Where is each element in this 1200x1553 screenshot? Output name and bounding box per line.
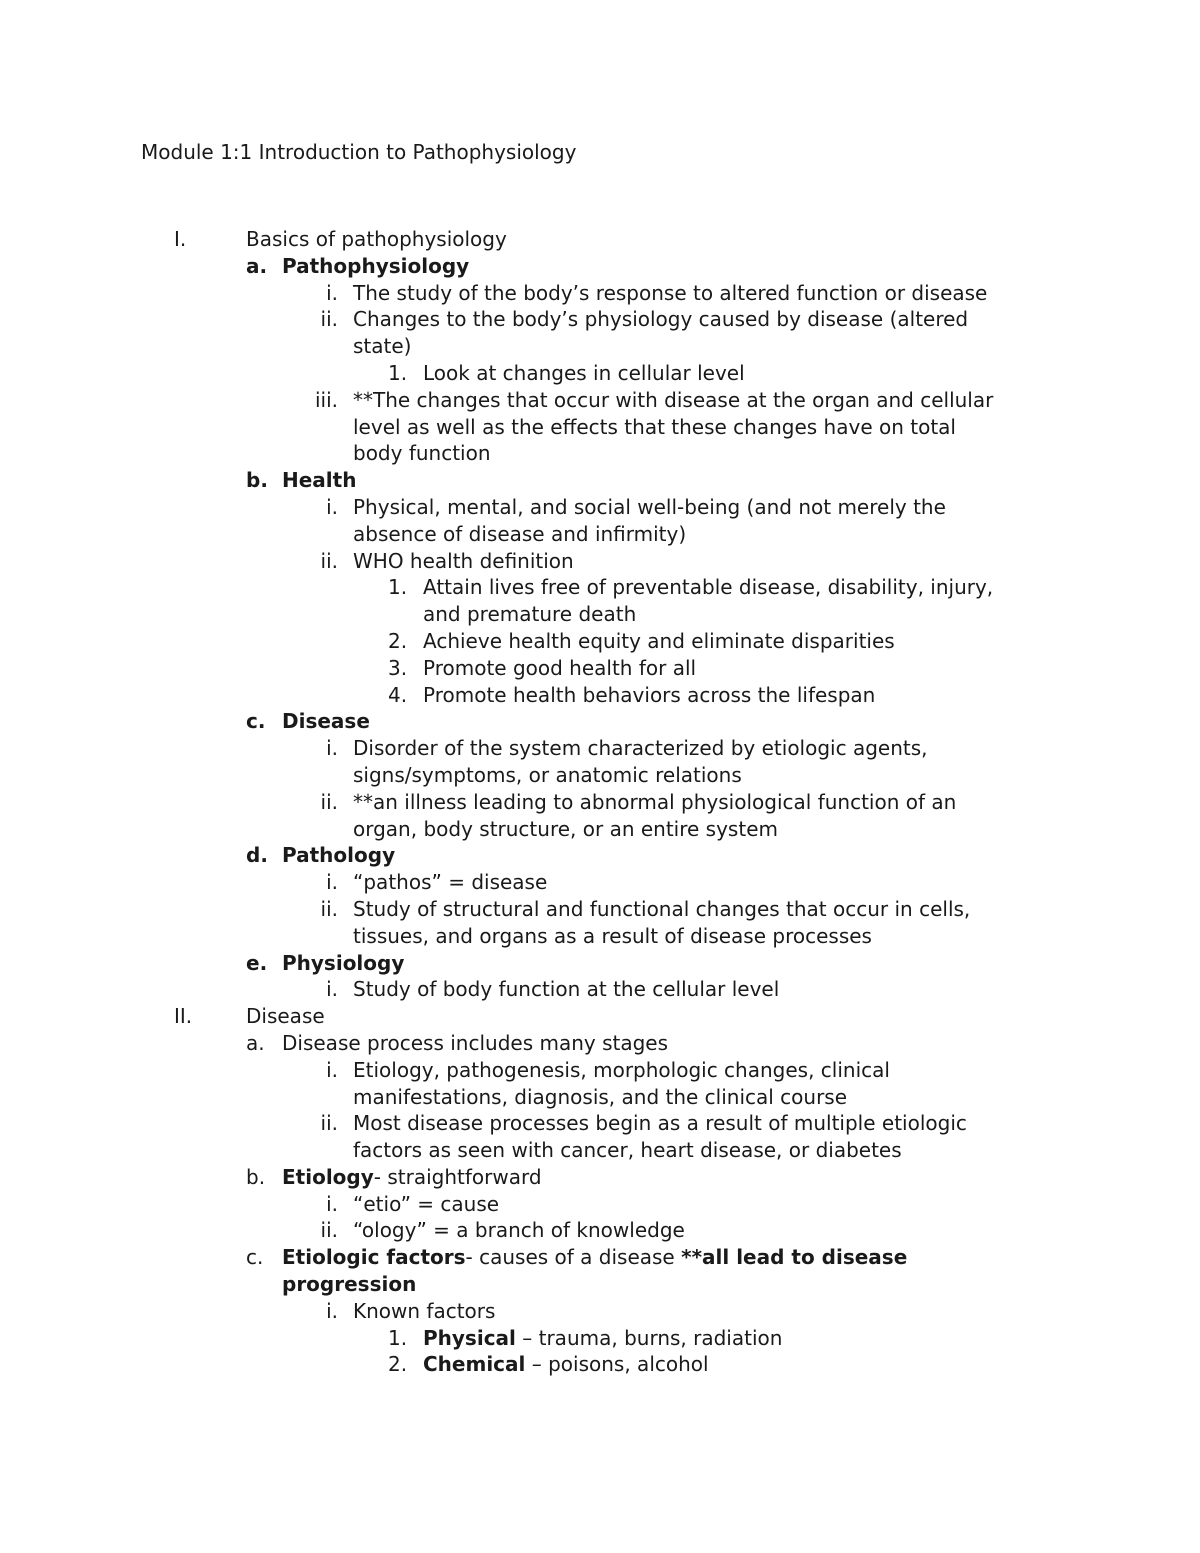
section-label: I. xyxy=(174,227,187,251)
subitem-text: “etio” = cause xyxy=(353,1191,500,1216)
subitem-label: i. xyxy=(326,280,338,305)
item-label: a. xyxy=(246,1030,265,1055)
subitem-text: **an illness leading to abnormal physiological function of an xyxy=(353,789,957,814)
numbered-term: Physical xyxy=(423,1325,516,1350)
section-heading-text: Basics of pathophysiology xyxy=(246,227,507,251)
outline-numbered-item xyxy=(0,682,1200,709)
item-term: Pathology xyxy=(282,843,396,868)
subitem-text: Study of body function at the cellular level xyxy=(353,977,780,1002)
outline-subitem xyxy=(0,896,1200,923)
item-label: b. xyxy=(246,1164,266,1189)
outline-continuation xyxy=(0,414,1200,441)
subitem-text: Known factors xyxy=(353,1298,496,1323)
numbered-rest: – poisons, alcohol xyxy=(525,1352,709,1377)
subitem-text: signs/symptoms, or anatomic relations xyxy=(353,762,742,787)
outline-item xyxy=(0,467,1200,494)
outline-item xyxy=(0,708,1200,735)
subitem-label: ii. xyxy=(320,896,338,921)
subitem-label: ii. xyxy=(320,1111,338,1136)
outline-subitem xyxy=(0,789,1200,816)
subitem-text: level as well as the effects that these changes have on total xyxy=(353,414,956,439)
numbered-text: and premature death xyxy=(423,602,637,627)
outline-item xyxy=(0,1164,1200,1191)
numbered-label: 4. xyxy=(388,682,408,707)
numbered-rest: – trauma, burns, radiation xyxy=(515,1325,783,1350)
subitem-text: absence of disease and infirmity) xyxy=(353,521,687,546)
outline-item xyxy=(0,253,1200,280)
subitem-label: ii. xyxy=(320,789,338,814)
outline-subitem xyxy=(0,1191,1200,1218)
outline-numbered-item xyxy=(0,1351,1200,1378)
numbered-text: Promote good health for all xyxy=(423,655,697,680)
subitem-text: “ology” = a branch of knowledge xyxy=(353,1218,685,1243)
section-heading-text: Disease xyxy=(246,1004,325,1029)
outline-subitem xyxy=(0,735,1200,762)
numbered-text xyxy=(423,1351,709,1378)
outline-subitem xyxy=(0,494,1200,521)
numbered-label: 3. xyxy=(388,655,408,680)
outline-continuation xyxy=(0,762,1200,789)
numbered-label: 1. xyxy=(388,575,408,600)
outline-continuation xyxy=(0,1271,1200,1298)
numbered-text: Achieve health equity and eliminate disparities xyxy=(423,628,895,653)
outline-subitem xyxy=(0,548,1200,575)
item-term: Pathophysiology xyxy=(282,253,470,278)
section-heading xyxy=(0,1003,1200,1030)
numbered-term: Chemical xyxy=(423,1352,526,1377)
subitem-text: state) xyxy=(353,334,412,359)
outline-continuation xyxy=(0,1137,1200,1164)
item-term: Etiology xyxy=(282,1164,374,1189)
subitem-text: Study of structural and functional changes that occur in cells, xyxy=(353,896,971,921)
item-emphasis: progression xyxy=(282,1272,417,1297)
item-text xyxy=(282,1164,542,1191)
outline-continuation xyxy=(0,1084,1200,1111)
item-label: d. xyxy=(246,843,268,868)
subitem-label: i. xyxy=(326,494,338,519)
subitem-text: Changes to the body’s physiology caused by disease (altered xyxy=(353,307,969,332)
outline-item xyxy=(0,1244,1200,1271)
outline-item xyxy=(0,842,1200,869)
section-label: II. xyxy=(174,1004,193,1029)
outline-continuation xyxy=(0,521,1200,548)
outline-item xyxy=(0,950,1200,977)
subitem-label: ii. xyxy=(320,548,338,573)
item-rest: - straightforward xyxy=(373,1164,542,1189)
numbered-text: Promote health behaviors across the lifespan xyxy=(423,682,876,707)
subitem-text: Physical, mental, and social well-being (and not merely the xyxy=(353,494,946,519)
outline xyxy=(0,226,1200,1378)
outline-continuation xyxy=(0,601,1200,628)
numbered-label: 2. xyxy=(388,1352,408,1377)
subitem-label: i. xyxy=(326,870,338,895)
item-term: Physiology xyxy=(282,950,405,975)
outline-item xyxy=(0,1030,1200,1057)
outline-subitem xyxy=(0,387,1200,414)
outline-subitem xyxy=(0,1217,1200,1244)
outline-numbered-item xyxy=(0,574,1200,601)
numbered-text: Look at changes in cellular level xyxy=(423,360,745,385)
numbered-label: 2. xyxy=(388,628,408,653)
subitem-label: i. xyxy=(326,1191,338,1216)
outline-continuation xyxy=(0,440,1200,467)
outline-subitem xyxy=(0,976,1200,1003)
item-term: Health xyxy=(282,468,357,493)
subitem-text: **The changes that occur with disease at the organ and cellular xyxy=(353,387,994,412)
numbered-text xyxy=(423,1325,782,1352)
subitem-text: manifestations, diagnosis, and the clinical course xyxy=(353,1084,848,1109)
item-label: e. xyxy=(246,950,268,975)
subitem-label: i. xyxy=(326,977,338,1002)
outline-continuation xyxy=(0,923,1200,950)
item-label: c. xyxy=(246,709,266,734)
outline-continuation xyxy=(0,816,1200,843)
item-emphasis: **all lead to disease xyxy=(681,1245,908,1270)
item-term: Disease xyxy=(282,709,370,734)
item-label: a. xyxy=(246,253,268,278)
numbered-label: 1. xyxy=(388,360,408,385)
subitem-text: WHO health definition xyxy=(353,548,574,573)
subitem-label: i. xyxy=(326,1057,338,1082)
section-heading xyxy=(0,226,1200,253)
outline-subitem xyxy=(0,869,1200,896)
item-text xyxy=(282,1244,907,1271)
subitem-label: i. xyxy=(326,1298,338,1323)
item-label: c. xyxy=(246,1245,264,1270)
subitem-label: iii. xyxy=(314,387,338,412)
page-title: Module 1:1 Introduction to Pathophysiology xyxy=(141,140,577,164)
item-term: Etiologic factors xyxy=(282,1245,466,1270)
subitem-text: Etiology, pathogenesis, morphologic changes, clinical xyxy=(353,1057,890,1082)
outline-numbered-item xyxy=(0,628,1200,655)
subitem-text: “pathos” = disease xyxy=(353,870,548,895)
subitem-text: body function xyxy=(353,441,491,466)
item-rest: - causes of a disease xyxy=(465,1245,682,1270)
subitem-text: organ, body structure, or an entire system xyxy=(353,816,778,841)
subitem-text: Disorder of the system characterized by etiologic agents, xyxy=(353,736,928,761)
subitem-text: tissues, and organs as a result of disease processes xyxy=(353,923,872,948)
subitem-text: factors as seen with cancer, heart disease, or diabetes xyxy=(353,1138,902,1163)
subitem-label: ii. xyxy=(320,307,338,332)
outline-numbered-item xyxy=(0,360,1200,387)
outline-subitem xyxy=(0,1057,1200,1084)
outline-subitem xyxy=(0,306,1200,333)
outline-subitem xyxy=(0,1110,1200,1137)
subitem-text: The study of the body’s response to altered function or disease xyxy=(353,280,988,305)
outline-subitem xyxy=(0,280,1200,307)
numbered-label: 1. xyxy=(388,1325,408,1350)
outline-subitem xyxy=(0,1298,1200,1325)
outline-continuation xyxy=(0,333,1200,360)
numbered-text: Attain lives free of preventable disease, disability, injury, xyxy=(423,575,994,600)
outline-numbered-item xyxy=(0,1325,1200,1352)
item-text: Disease process includes many stages xyxy=(282,1030,669,1055)
outline-numbered-item xyxy=(0,655,1200,682)
subitem-label: ii. xyxy=(320,1218,338,1243)
subitem-label: i. xyxy=(326,736,338,761)
subitem-text: Most disease processes begin as a result of multiple etiologic xyxy=(353,1111,967,1136)
item-label: b. xyxy=(246,468,268,493)
